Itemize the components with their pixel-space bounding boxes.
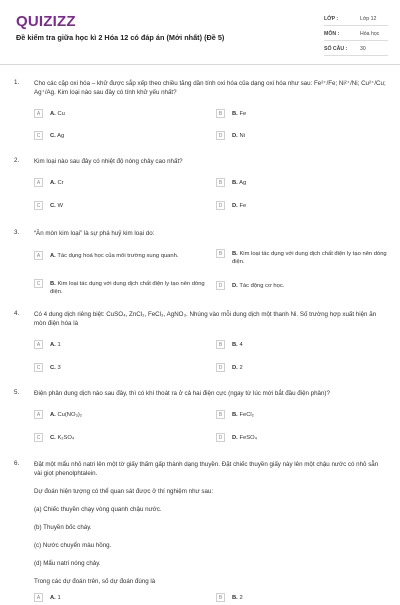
option-label: B. <box>50 281 56 287</box>
option-box: C <box>34 201 43 210</box>
option-text: 2 <box>239 595 243 601</box>
option-box: B <box>216 109 225 118</box>
question-number: 6. <box>14 460 20 467</box>
question-line: Trong các dự đoán trên, số dự đoán đúng là <box>34 578 156 585</box>
option-text: Cu <box>57 111 65 117</box>
option-text: Tác động cơ học. <box>239 283 285 289</box>
option-label: D. <box>232 283 238 289</box>
option-text: W <box>57 203 63 209</box>
meta-value: Lớp 12 <box>360 16 377 22</box>
option-box: C <box>34 363 43 372</box>
option-box: A <box>34 251 43 260</box>
meta-underline <box>324 40 388 41</box>
option-label: B. <box>232 412 238 418</box>
option-text: K₂SO₄ <box>57 435 75 441</box>
option-box: D <box>216 201 225 210</box>
option-label: C. <box>50 133 56 139</box>
question-line: Kim loại nào sau đây có nhiệt độ nóng chảy cao nhất? <box>34 158 183 165</box>
option-box: D <box>216 363 225 372</box>
option-label: B. <box>232 180 238 186</box>
option-text: Fe <box>239 203 247 209</box>
option-text: 1 <box>57 595 61 601</box>
question-line: (b) Thuyền bốc cháy. <box>34 524 92 531</box>
question-line: (d) Mẩu natri nóng chảy. <box>34 560 101 567</box>
option-box: B <box>216 410 225 419</box>
option-box: A <box>34 340 43 349</box>
option-label: A. <box>50 412 56 418</box>
option-label: C. <box>50 203 56 209</box>
option-label: D. <box>232 203 238 209</box>
option-box: C <box>34 279 43 288</box>
option-box: D <box>216 281 225 290</box>
question-text <box>34 79 386 106</box>
option-box: B <box>216 249 225 258</box>
option-label: C. <box>50 365 56 371</box>
option-text: 4 <box>239 342 243 348</box>
option-box: B <box>216 593 225 602</box>
question-line: “Ăn mòn kim loại” là sự phá huỷ kim loại do: <box>34 230 155 237</box>
option-box: A <box>34 410 43 419</box>
option-label: A. <box>50 595 56 601</box>
question-number: 4. <box>14 310 20 317</box>
option-text: Ag <box>57 133 65 139</box>
question-text <box>34 310 386 337</box>
option-text: Kim loại tác dụng với dung dịch chất điện ly tạo nên dòng điện. <box>232 251 387 265</box>
option-label: C. <box>50 435 56 441</box>
option-box: D <box>216 433 225 442</box>
meta-underline <box>324 25 388 26</box>
meta-value: Hóa học <box>360 31 380 37</box>
option-text: 1 <box>57 342 61 348</box>
option-text: FeCl₂ <box>239 412 254 418</box>
quizizz-logo: QUIZIZZ <box>16 13 76 30</box>
question-line: (c) Nước chuyển màu hồng. <box>34 542 112 549</box>
question-line: Cho các cặp oxi hóa – khử được sắp xếp theo chiều tăng dần tính oxi hóa của dạng oxi hóa như sau: Fe²⁺/Fe; Ni²⁺/Ni; Cu²⁺/Cu; Ag⁺/Ag. Kim loại nào sau đây có tính khử yếu nhất? <box>34 80 386 96</box>
question-number: 2. <box>14 157 20 164</box>
worksheet-title: Đề kiểm tra giữa học kì 2 Hóa 12 có đáp án (Mới nhất) (Đề 5) <box>16 33 225 42</box>
question-number: 1. <box>14 79 20 86</box>
option-label: A. <box>50 111 56 117</box>
question-line: (a) Chiếc thuyền chạy vòng quanh chậu nước. <box>34 506 162 513</box>
meta-label: MÔN : <box>324 31 340 37</box>
option-text: Cr <box>57 180 64 186</box>
question-line: Có 4 dung dịch riêng biệt: CuSO₄, ZnCl₂, FeCl₃, AgNO₃. Nhúng vào mỗi dung dịch một thanh Ni. Số trường hợp xuất hiện ăn mòn điện hóa là <box>34 311 377 327</box>
option-box: B <box>216 340 225 349</box>
meta-value: 30 <box>360 46 366 52</box>
meta-underline <box>324 55 388 56</box>
option-text: Ni <box>239 133 245 139</box>
option-text: Tác dụng hoá học của môi trường xung quanh. <box>57 253 179 259</box>
option-text: Fe <box>239 111 247 117</box>
option-box: A <box>34 593 43 602</box>
question-line: Điện phân dung dịch nào sau đây, thì có khí thoát ra ở cả hai điện cực (ngay từ lúc mới bắt đầu điện phân)? <box>34 390 330 397</box>
question-text <box>34 460 386 595</box>
question-number: 5. <box>14 389 20 396</box>
option-box: A <box>34 109 43 118</box>
question-text <box>34 157 386 175</box>
option-box: C <box>34 131 43 140</box>
meta-label: SỐ CÂU : <box>324 46 348 52</box>
option-label: B. <box>232 595 238 601</box>
option-label: D. <box>232 133 238 139</box>
option-label: A. <box>50 342 56 348</box>
option-label: A. <box>50 253 56 259</box>
option-box: C <box>34 433 43 442</box>
option-box: B <box>216 178 225 187</box>
question-text <box>34 229 386 247</box>
question-line: Đặt một mẩu nhỏ natri lên một tờ giấy thấm gấp thành dạng thuyền. Đặt chiếc thuyền giấy này lên một chậu nước có nhỏ sẵn vài giọt phenolphtalein. <box>34 461 379 477</box>
option-box: A <box>34 178 43 187</box>
option-text: 2 <box>239 365 243 371</box>
option-label: B. <box>232 111 238 117</box>
option-text: Kim loại tác dụng với dung dịch chất điện ly tạo nên dòng điện. <box>50 281 205 295</box>
option-label: B. <box>232 342 238 348</box>
option-label: D. <box>232 365 238 371</box>
question-line: Dự đoán hiện tượng có thể quan sát được ở thí nghiệm như sau: <box>34 488 214 495</box>
header-divider <box>0 64 400 65</box>
option-label: A. <box>50 180 56 186</box>
question-text <box>34 389 386 407</box>
option-label: D. <box>232 435 238 441</box>
option-box: D <box>216 131 225 140</box>
option-text: Ag <box>239 180 247 186</box>
worksheet-header <box>0 0 400 62</box>
option-label: B. <box>232 251 238 257</box>
meta-label: LỚP : <box>324 16 339 22</box>
option-text: Cu(NO₃)₂ <box>57 412 83 418</box>
option-text: 3 <box>57 365 61 371</box>
question-number: 3. <box>14 229 20 236</box>
option-text: FeSO₄ <box>239 435 257 441</box>
